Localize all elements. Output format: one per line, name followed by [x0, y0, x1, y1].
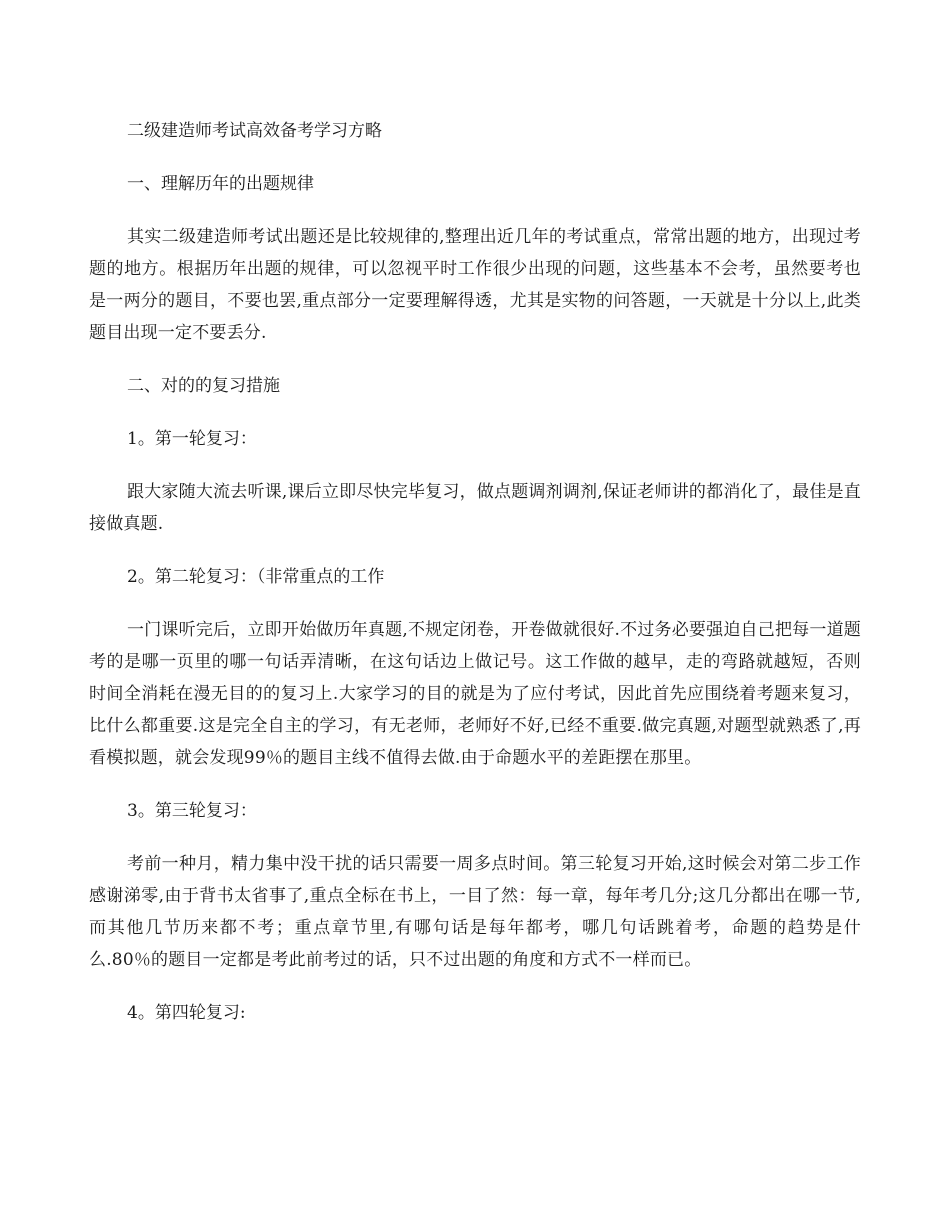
round-paragraph-1: 跟大家随大流去听课,课后立即尽快完毕复习，做点题调剂调剂,保证老师讲的都消化了，最佳是直接做真题.: [89, 482, 861, 534]
document-title: 二级建造师考试高效备考学习方略: [127, 121, 382, 141]
round-heading-2: 2。第二轮复习：（非常重点的工作: [127, 567, 385, 587]
round-paragraph-2: 一门课听完后，立即开始做历年真题,不规定闭卷，开卷做就很好.不过务必要强迫自己把每一道题考的是哪一页里的哪一句话弄清晰，在这句话边上做记号。这工作做的越早，走的弯路就越短，否则时间全消耗在漫无目的的复习上.大家学习的目的就是为了应付考试，因此首先应围绕着考题来复习，比什么都重要.这是完全自主的学习，有无老师，老师好不好,已经不重要.做完真题,对题型就熟悉了,再看模拟题，就会发现99％的题目主线不值得去做.由于命题水平的差距摆在那里。: [89, 620, 861, 768]
section-heading-1: 一、理解历年的出题规律: [127, 174, 314, 194]
round-heading-4: 4。第四轮复习:: [127, 1003, 246, 1023]
section-heading-2: 二、对的的复习措施: [127, 376, 280, 396]
round-paragraph-3: 考前一种月，精力集中没干扰的话只需要一周多点时间。第三轮复习开始,这时候会对第二步工作感谢涕零,由于背书太省事了,重点全标在书上，一目了然：每一章，每年考几分;这几分都出在哪一节,而其他几节历来都不考；重点章节里,有哪句话是每年都考，哪几句话跳着考，命题的趋势是什么.80％的题目一定都是考此前考过的话，只不过出题的角度和方式不一样而已。: [89, 854, 861, 970]
round-heading-1: 1。第一轮复习：: [127, 429, 257, 449]
section-paragraph-1: 其实二级建造师考试出题还是比较规律的,整理出近几年的考试重点，常常出题的地方，出现过考题的地方。根据历年出题的规律，可以忽视平时工作很少出现的问题，这些基本不会考，虽然要考也是一两分的题目，不要也罢,重点部分一定要理解得透，尤其是实物的问答题，一天就是十分以上,此类题目出现一定不要丢分.: [89, 227, 861, 343]
round-heading-3: 3。第三轮复习：: [127, 801, 257, 821]
document-body: [89, 115, 861, 1050]
